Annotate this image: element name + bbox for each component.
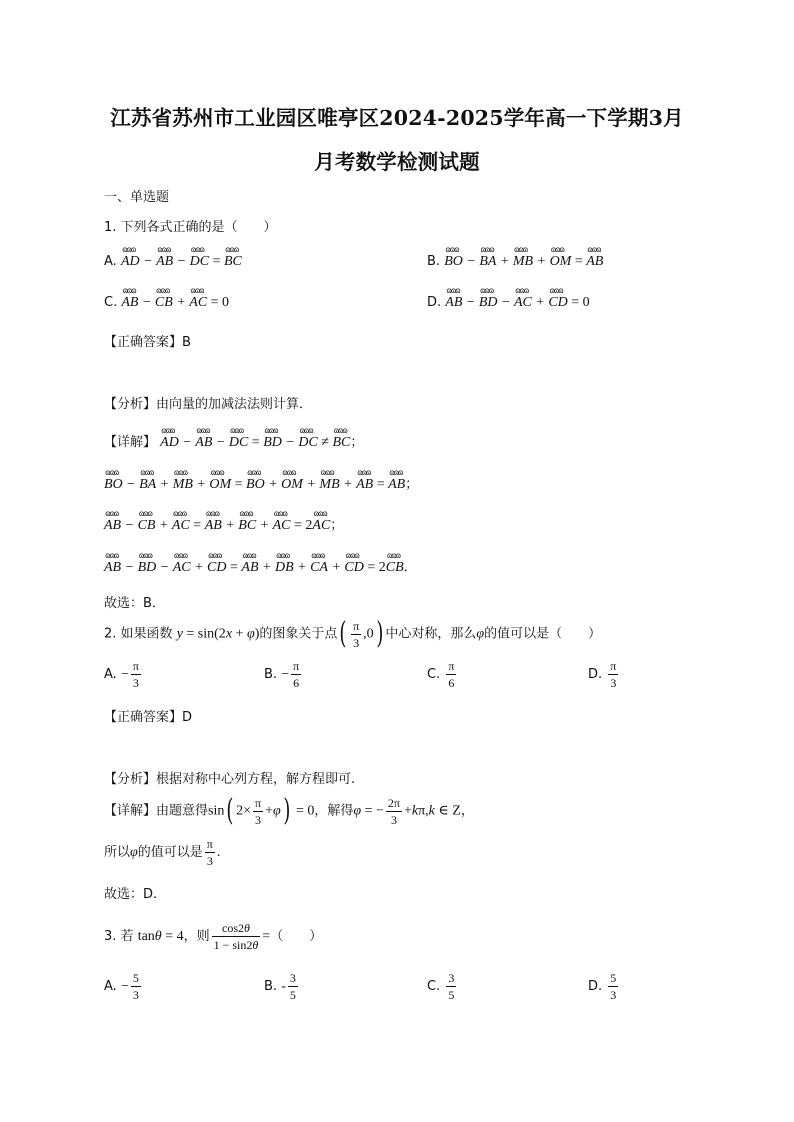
q2-stem-end: 的值可以是（ ） bbox=[484, 626, 602, 642]
q3-option-a: A. − $\frac{5}{3}$ bbox=[104, 971, 139, 1002]
document-title-line1: 江苏省苏州市工业园区唯亭区2024-2025学年高一下学期3月 bbox=[110, 106, 684, 130]
q1-a-label: A. bbox=[104, 254, 117, 269]
q3-d-label: D. bbox=[588, 979, 603, 994]
q3-option-c: C. $\frac{3}{5}$ bbox=[427, 971, 455, 1002]
q1-a-formula: ɷɷɷ AD − ɷɷɷ AB − ɷɷɷ DC = ɷɷɷ BC bbox=[121, 254, 242, 269]
q1-option-c bbox=[104, 295, 229, 311]
q3-stem: 3. 若 tanθ = 4，则 $\frac{\cos 2\theta}{1 - \sin 2\theta}$ =（ ） bbox=[104, 921, 323, 952]
q3-option-b: B. - $\frac{3}{5}$ bbox=[264, 971, 296, 1002]
q1-detail-line1: 【详解】 ɷɷɷ AD − ɷɷɷ AB − ɷɷɷ DC = ɷɷɷ BD − ɷɷɷ DC ≠ ɷɷɷ BC； bbox=[104, 431, 363, 451]
q1-d-label: D. bbox=[427, 295, 442, 310]
q2-b-label: B. bbox=[264, 667, 278, 682]
q1-analysis-text: 由向量的加减法法则计算． bbox=[156, 397, 313, 412]
q2-detail-text3: ， bbox=[460, 803, 474, 819]
q1-detail-tag: 【详解】 bbox=[104, 435, 157, 450]
q2-d-label: D. bbox=[588, 667, 603, 682]
q1-analysis-tag: 【分析】 bbox=[104, 397, 157, 412]
q2-option-b: B. − $\frac{\pi}{6}$ bbox=[264, 659, 300, 690]
q3-b-label: B. bbox=[264, 979, 278, 994]
q2-option-d: D. $\frac{\pi}{3}$ bbox=[588, 659, 617, 690]
q2-option-c: C. $\frac{\pi}{6}$ bbox=[427, 659, 455, 690]
q2-analysis bbox=[104, 768, 355, 787]
q3-option-d: D. $\frac{5}{3}$ bbox=[588, 971, 617, 1002]
q3-stem-end: （ ） bbox=[270, 929, 323, 944]
q1-detail-line4: ɷɷɷ AB − ɷɷɷ BD − ɷɷɷ AC + ɷɷɷ CD = ɷɷɷ AB + ɷɷɷ DB + ɷɷɷ CA + ɷɷɷ CD = 2ɷɷɷ CB． bbox=[104, 556, 417, 576]
q2-answer: 【正确答案】D bbox=[104, 710, 193, 725]
q1-detail-line3: ɷɷɷ AB − ɷɷɷ CB + ɷɷɷ AC = ɷɷɷ AB + ɷɷɷ BC + ɷɷɷ AC = 2ɷɷɷ AC； bbox=[104, 514, 343, 534]
q1-d-formula: ɷɷɷ AB − ɷɷɷ BD − ɷɷɷ AC + ɷɷɷ CD = 0 bbox=[445, 295, 589, 310]
q1-conclusion: 故选：B． bbox=[104, 596, 165, 611]
q2-so: 所以φ的值可以是 $\frac{\pi}{3}$ . bbox=[104, 837, 221, 868]
q2-detail-tag: 【详解】 bbox=[104, 803, 157, 819]
q2-detail-text2: ，解得 bbox=[314, 803, 354, 819]
q2-c-label: C. bbox=[427, 667, 441, 682]
q2-detail: 【详解】由题意得sin( 2× $\frac{\pi}{3}$ +φ) = 0，解得φ = − $\frac{2\pi}{3}$ +kπ,k ∈ Z， bbox=[104, 793, 474, 828]
q2-option-a: A. − $\frac{\pi}{3}$ bbox=[104, 659, 139, 690]
q1-c-label: C. bbox=[104, 295, 118, 310]
q2-so-text1: 所以 bbox=[104, 845, 131, 860]
q1-option-a bbox=[104, 254, 242, 270]
q1-b-label: B. bbox=[427, 254, 441, 269]
q3-c-label: C. bbox=[427, 979, 441, 994]
q1-answer: 【正确答案】B bbox=[104, 335, 191, 350]
section-heading: 一、单选题 bbox=[104, 190, 170, 205]
q2-a-label: A. bbox=[104, 667, 117, 682]
q1-c-formula: ɷɷɷ AB − ɷɷɷ CB + ɷɷɷ AC = 0 bbox=[121, 295, 229, 310]
q2-stem-prefix: 2. 如果函数 bbox=[104, 626, 173, 642]
q3-stem-mid: ，则 bbox=[183, 929, 210, 944]
q2-stem-mid: 的图象关于点 bbox=[259, 626, 338, 642]
q2-stem-suffix: 中心对称，那么 bbox=[385, 626, 477, 642]
q2-conclusion: 故选：D. bbox=[104, 887, 158, 902]
q3-stem-prefix: 3. 若 bbox=[104, 929, 134, 944]
q3-a-label: A. bbox=[104, 979, 117, 994]
q2-analysis-text: 根据对称中心列方程，解方程即可. bbox=[156, 772, 356, 787]
q1-option-d bbox=[427, 295, 590, 311]
q1-analysis bbox=[104, 393, 312, 412]
q1-option-b bbox=[427, 254, 603, 270]
q1-stem: 1. 下列各式正确的是（ ） bbox=[104, 220, 277, 235]
q2-stem: 2. 如果函数 y = sin(2x + φ)的图象关于点( $\frac{\pi}{3}$ ,0) 中心对称，那么φ的值可以是（ ） bbox=[104, 616, 602, 651]
q2-detail-text1: 由题意得 bbox=[156, 803, 209, 819]
q1-detail-line2: ɷɷɷ BO − ɷɷɷ BA + ɷɷɷ MB + ɷɷɷ OM = ɷɷɷ BO + ɷɷɷ OM + ɷɷɷ MB + ɷɷɷ AB = ɷɷɷ AB； bbox=[104, 473, 418, 493]
q1-b-formula: ɷɷɷ BO − ɷɷɷ BA + ɷɷɷ MB + ɷɷɷ OM = ɷɷɷ AB bbox=[444, 254, 603, 269]
document-title-line2: 月考数学检测试题 bbox=[314, 150, 480, 174]
q2-analysis-tag: 【分析】 bbox=[104, 772, 157, 787]
q2-so-text2: 的值可以是 bbox=[137, 845, 203, 860]
